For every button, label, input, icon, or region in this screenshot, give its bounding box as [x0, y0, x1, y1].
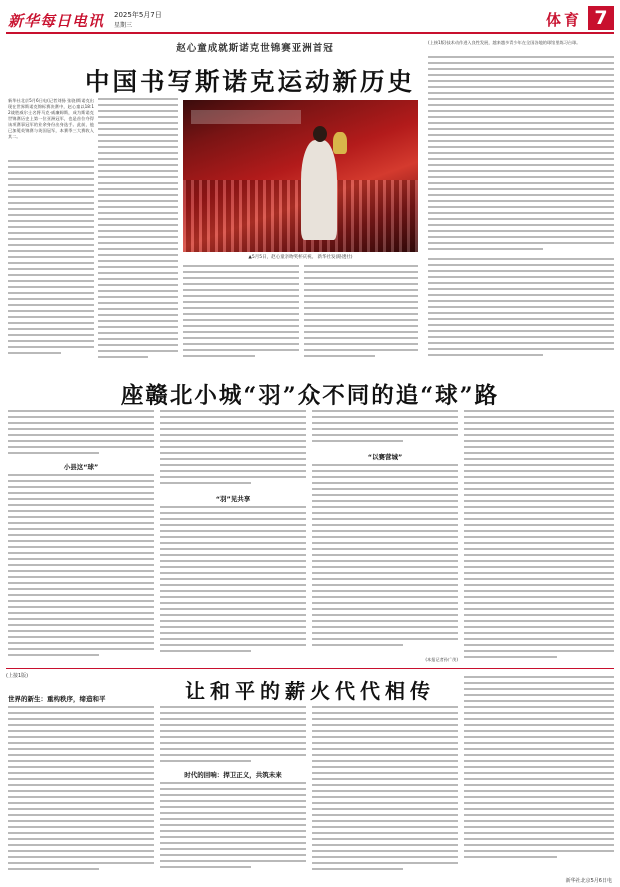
story2-column-2b — [160, 506, 306, 664]
story1-column-6 — [428, 258, 614, 368]
photo-caption: ▲5月5日，赵心童亲吻奖杯庆祝。 新华社发(路透社) — [248, 255, 353, 260]
story3-headline: 让和平的薪火代代相传 — [185, 679, 435, 703]
story3-column-3 — [312, 706, 458, 876]
story3-column-1 — [8, 706, 154, 876]
section-divider — [6, 668, 614, 669]
story3-subhead: 世界的新生：重构秩序，缔造和平 — [8, 695, 106, 703]
footer-note: 新华社北京5月6日电 — [565, 878, 612, 884]
story3-subhead-b: 时代的回响：捍卫正义，共筑未来 — [184, 771, 282, 779]
story1-continuation: (上接1版)技术动作进入良性发展，越来越多青少年在全国各地的球馆里练习台球。 — [428, 40, 581, 45]
story1-headline: 中国书写斯诺克运动新历史 — [85, 67, 415, 96]
story2-column-4 — [464, 410, 614, 664]
section-title: 体育 — [545, 11, 582, 29]
trophy-icon — [333, 132, 347, 154]
story1-column-3 — [183, 265, 299, 365]
story2-subhead-a: 小县这“球” — [63, 463, 99, 471]
story2-headline: 座赣北小城“羽”众不同的追“球”路 — [120, 383, 500, 409]
masthead — [6, 8, 614, 34]
story2-byline: (本报记者孙广茂) — [425, 657, 458, 662]
trophy-celebration-photo — [183, 100, 418, 252]
story1-kicker: 赵心童成就斯诺克世锦赛亚洲首冠 — [176, 43, 334, 54]
newspaper-logo: 新华每日电讯 — [8, 12, 105, 30]
story1-column-4 — [304, 265, 418, 365]
page-number: 7 — [588, 6, 614, 30]
player-figure — [301, 140, 337, 240]
story2-subhead-b: “羽”见共享 — [215, 495, 251, 503]
story3-column-2a — [160, 706, 306, 768]
weekday: 星期三 — [114, 22, 133, 29]
story2-column-3a — [312, 410, 458, 450]
story1-column-1 — [8, 160, 94, 365]
story1-column-2 — [98, 98, 178, 365]
story2-column-3b — [312, 464, 458, 654]
issue-date: 2025年5月7日 — [114, 11, 162, 19]
story2-column-1a — [8, 410, 154, 458]
player-head — [313, 126, 327, 142]
story2-subhead-c: “以赛营城” — [367, 453, 403, 461]
story2-column-1b — [8, 474, 154, 664]
stadium-banner — [191, 110, 301, 124]
story1-column-5 — [428, 56, 614, 252]
story3-tag: (上接1版) — [6, 673, 29, 679]
story2-column-2a — [160, 410, 306, 490]
story3-column-4 — [464, 676, 614, 872]
story1-lead: 新华社北京5月6日电(记者刘扬 张骁)斯诺克出现在世界斯诺克锦标赛决赛中，赵心童以18:12战胜威尔士名将马克·威廉姆斯，成为斯诺克世锦赛历史上第一位亚洲冠军，也是首位夺得该项赛事冠军的业余身份出身选手。此前，他已加冕英锦赛与英国冠军，本赛季三大赛收入其二。 — [8, 98, 94, 139]
story3-column-2b — [160, 782, 306, 876]
